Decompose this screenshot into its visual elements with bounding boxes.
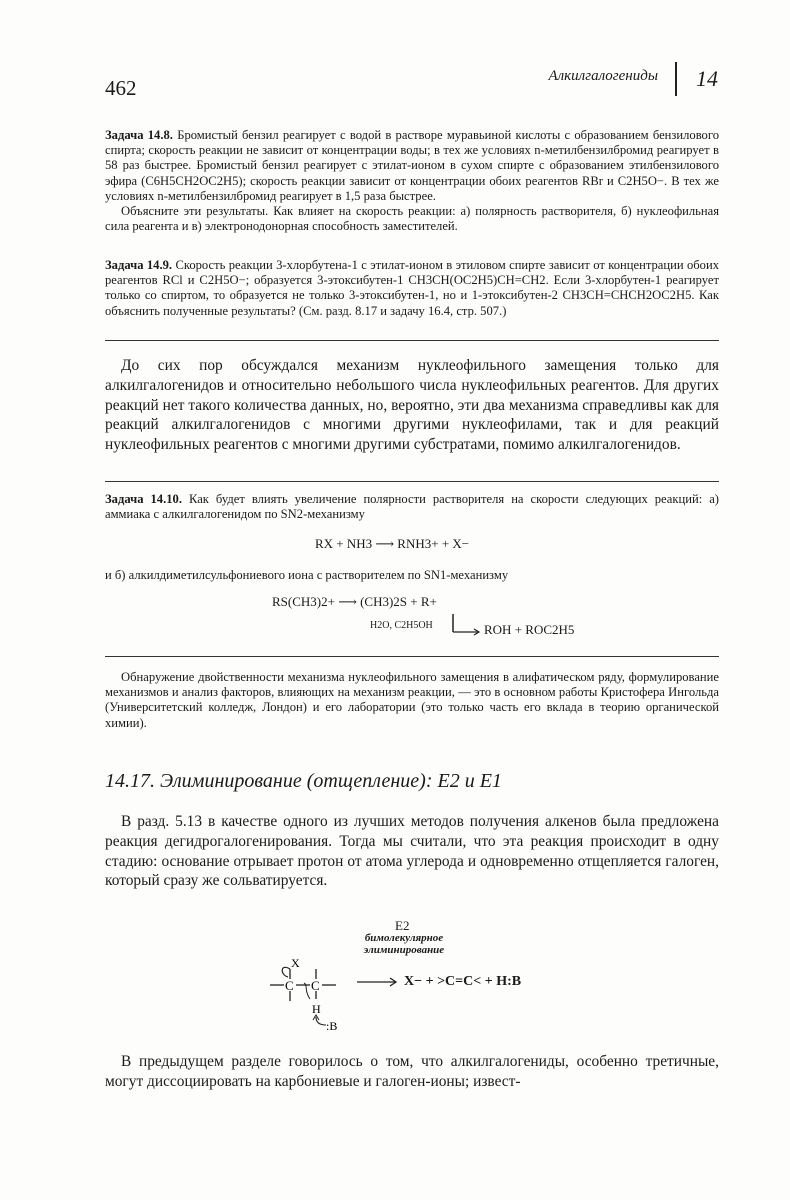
svg-text:C: C	[285, 978, 294, 993]
problem-14-9	[105, 258, 719, 319]
page-number: 462	[105, 76, 137, 100]
header-divider	[675, 62, 677, 96]
x-atom: X	[291, 956, 300, 970]
body-paragraph: До сих пор обсуждался механизм нуклеофильного замещения только для алкилгалогенидов и относительно небольшого числа нуклеофильных реагентов. Для других реакций нет такого количества данных, но, вероятно, эти два механизма справедливы как для реакций алкилгалогенидов с многими другими нуклеофилами, так и для реакций нуклеофильных реагентов с многими другими субстратами, помимо алкилгалогенидов.	[105, 357, 719, 454]
base: :B	[326, 1019, 338, 1033]
scheme-products: X− + >C=C< + H:B	[404, 974, 522, 989]
equation-1: RX + NH3 ⟶ RNH3+ + X−	[315, 536, 470, 551]
problem-label: Задача 14.9.	[105, 258, 173, 272]
problem-text: Как будет влиять увеличение полярности растворителя на скорости следующих реакций: а) аммиака с алкилгалогенидом по SN2-механизму	[105, 492, 719, 522]
equation-2a: RS(CH3)2+ ⟶ (CH3)2S + R+	[272, 594, 437, 609]
chapter-number: 14	[696, 66, 718, 91]
historical-note: Обнаружение двойственности механизма нуклеофильного замещения в алифатическом ряду, формулирование механизмов и анализ факторов, влияющих на механизм реакции, — это в основном работы Кристофера Ингольда (Университетский колледж, Лондон) и его лаборатории (это только часть его вклада в теорию органической химии).	[105, 670, 719, 730]
problem-text: Скорость реакции 3-хлорбутена-1 с этилат-ионом в этиловом спирте зависит от концентрации обоих реагентов RCl и C2H5O−; образуется 3-этоксибутен-1 CH3CH(OC2H5)CH=CH2. Если 3-хлорбутен-1 реагирует только со спиртом, то образуется не только 3-этоксибутен-1, но и 1-этоксибутен-2 CH3CH=CHCH2OC2H5. Как объяснить полученные результаты? (См. разд. 8.17 и задачу 16.4, стр. 507.)	[105, 258, 719, 318]
divider	[105, 340, 719, 341]
equation-2b: ROH + ROC2H5	[484, 622, 575, 637]
section-title: 14.17. Элиминирование (отщепление): E2 и E1	[105, 770, 502, 792]
divider	[105, 656, 719, 657]
reaction-arrow	[355, 976, 399, 988]
equation-2-conditions: H2O, C2H5OH	[370, 620, 433, 631]
problem-14-8	[105, 128, 719, 234]
problem-label: Задача 14.10.	[105, 492, 182, 506]
body-paragraph: В разд. 5.13 в качестве одного из лучших методов получения алкенов была предложена реакция дегидрогалогенирования. Тогда мы считали, что эта реакция происходит в одну стадию: основание отрывает протон от атома углерода и одновременно отщепляется галоген, который сразу же сольватируется.	[105, 813, 719, 890]
problem-part-b: и б) алкилдиметилсульфониевого иона с растворителем по SN1-механизму	[105, 568, 509, 582]
problem-14-10	[105, 492, 719, 522]
problem-label: Задача 14.8.	[105, 128, 173, 142]
reaction-arrow	[450, 612, 482, 638]
body-paragraph: В предыдущем разделе говорилось о том, что алкилгалогениды, особенно третичные, могут диссоциировать на карбониевые и галоген-ионы; извест-	[105, 1053, 719, 1090]
divider	[105, 481, 719, 482]
svg-text:C: C	[311, 978, 320, 993]
scheme-label: E2	[395, 918, 410, 933]
substrate-structure	[268, 955, 358, 1035]
problem-questions: Объясните эти результаты. Как влияет на скорость реакции: а) полярность растворителя, б) нуклеофильная сила реагента и в) электронодонорная способность заместителей.	[105, 204, 719, 234]
problem-text: Бромистый бензил реагирует с водой в растворе муравьиной кислоты с образованием бензилового спирта; скорость реакции не зависит от концентрации воды; в тех же условиях n-метилбензилбромид реагирует в 58 раз быстрее. Бромистый бензил реагирует с этилат-ионом в сухом спирте с образованием этилбензилового эфира (C6H5CH2OC2H5); скорость реакции зависит от концентрации обоих реагентов RBr и C2H5O−. В тех же условиях n-метилбензилбромид реагирует в 1,5 раза быстрее.	[105, 128, 719, 203]
scheme-sublabel: бимолекулярное элиминирование	[363, 932, 445, 956]
running-title: Алкилгалогениды	[548, 68, 658, 84]
h-atom: H	[312, 1002, 321, 1016]
